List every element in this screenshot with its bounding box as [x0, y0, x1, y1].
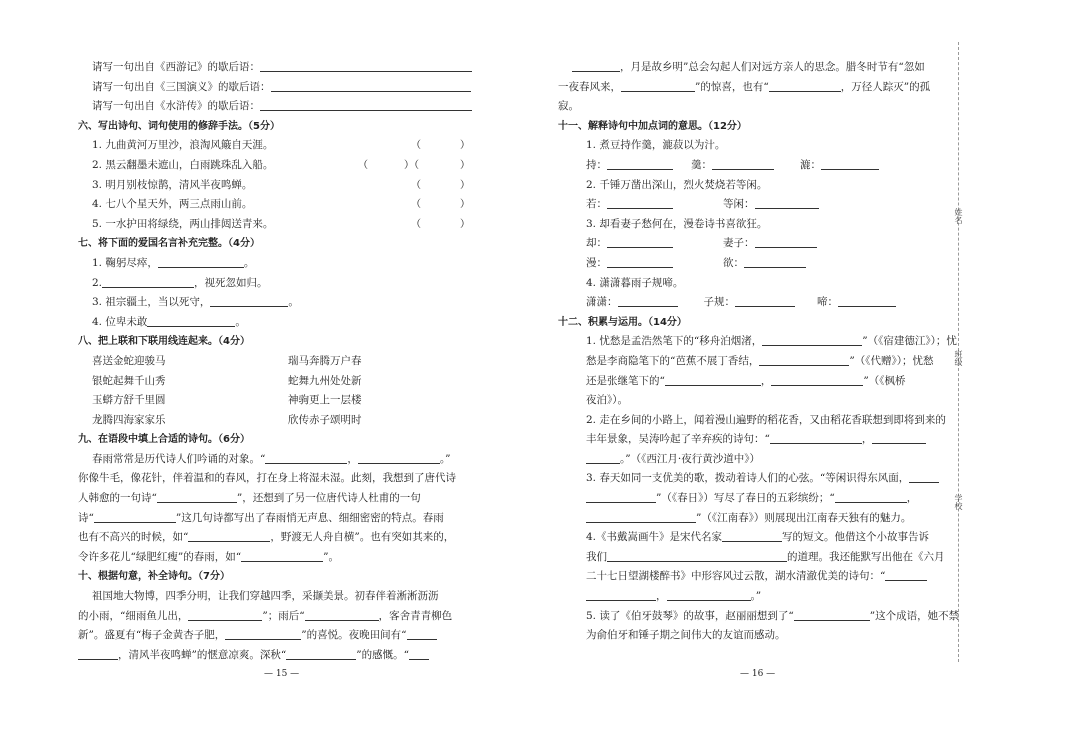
- section-8-title: 八、把上联和下联用线连起来。（4分）: [78, 336, 250, 348]
- page-number-right: — 16 —: [740, 669, 776, 679]
- cont-line-3: 寂。: [558, 100, 579, 113]
- couplet-upper[interactable]: 龙腾四海家家乐: [92, 413, 166, 426]
- answer-blank[interactable]: [286, 647, 356, 660]
- s12-q3-line-2: ”（《春日》）写尽了春日的五彩缤纷；“ ，: [558, 489, 948, 509]
- s11-q4-answers: 潇潇： 子规： 啼：: [558, 293, 948, 313]
- left-page: [78, 58, 478, 665]
- answer-blank[interactable]: [770, 431, 862, 444]
- answer-blank[interactable]: [586, 588, 656, 601]
- s10-line-3: 新”。盛夏有“梅子金黄杏子肥， ”的喜悦。夜晚田间有“: [78, 626, 478, 646]
- answer-blank[interactable]: [260, 59, 472, 72]
- cont-line-1: ，月是故乡明”总会勾起人们对远方亲人的思念。腊冬时节有“忽如: [558, 58, 948, 78]
- rhetoric-item-3: 3. 明月别枝惊鹊，清风半夜鸣蝉。 （ ）: [92, 178, 470, 191]
- cont-line-2: 一夜春风来， ”的惊喜，也有“ ，万径人踪灭”的孤: [558, 80, 931, 93]
- s9-line-5: 也有不高兴的时候，如“ ，野渡无人舟自横”。也有突如其来的，: [78, 531, 455, 544]
- s11-q3-answers-a: 却： 妻子：: [558, 234, 948, 254]
- couplet-lower[interactable]: 蛇舞九州处处新: [288, 374, 362, 387]
- answer-blank[interactable]: [769, 79, 841, 92]
- answer-blank[interactable]: [586, 490, 656, 503]
- s12-q1-line-4: 夜泊》）。: [586, 394, 628, 407]
- answer-blank[interactable]: [872, 431, 926, 444]
- s9-line-1: 春雨常常是历代诗人们吟诵的对象。“ ， 。”: [92, 452, 451, 465]
- answer-blank[interactable]: [305, 608, 379, 621]
- rhetoric-item-1: 1. 九曲黄河万里沙，浪淘风簸自天涯。 （ ）: [92, 139, 470, 152]
- s10-line-4: ，清风半夜鸣蝉”的惬意凉爽。深秋“ ”的感慨。“: [78, 646, 478, 666]
- xiehouyu-shuihu: 请写一句出自《水浒传》的歇后语：: [78, 97, 478, 117]
- s11-q2-answers: 若： 等闲：: [558, 195, 948, 215]
- answer-blank[interactable]: [607, 235, 673, 248]
- answer-blank[interactable]: [409, 647, 429, 660]
- side-label-school: 学校: [954, 494, 963, 510]
- answer-blank[interactable]: [607, 255, 673, 268]
- answer-blank[interactable]: [771, 373, 863, 386]
- answer-blank[interactable]: [78, 647, 118, 660]
- s12-q1-line-2: 愁是李商隐笔下的“芭蕉不展丁香结， ”（《代赠》）；忧愁: [586, 354, 934, 367]
- s12-q2-line-3: 。”（《西江月·夜行黄沙道中》）: [558, 450, 948, 470]
- section-7-title: 七、将下面的爱国名言补充完整。（4分）: [78, 238, 260, 250]
- answer-blank[interactable]: [102, 275, 194, 288]
- s12-q5-line-2: 为俞伯牙和锤子期之间伟大的友谊而感动。: [586, 629, 786, 642]
- side-label-class: 班级: [954, 350, 963, 366]
- answer-blank[interactable]: [762, 333, 862, 346]
- answer-blank[interactable]: [271, 79, 471, 92]
- section-10-title: 十、根据句意，补全诗句。（7分）: [78, 571, 230, 583]
- motto-item-2: 2. ，视死忽如归。: [92, 276, 268, 289]
- rhetoric-item-5: 5. 一水护田将绿绕，两山排闼送青来。 （ ）: [92, 217, 470, 230]
- motto-item-4: 4. 位卑未敢 。: [92, 315, 246, 328]
- answer-blank[interactable]: [794, 608, 870, 621]
- answer-blank[interactable]: [210, 294, 288, 307]
- answer-blank[interactable]: [755, 235, 817, 248]
- s12-q4-line-4: ， 。”: [558, 587, 948, 607]
- s12-q3-line-1: 3. 春天如同一支优美的歌，拨动着诗人们的心弦。“等闲识得东风面，: [558, 469, 948, 489]
- couplet-upper[interactable]: 银蛇起舞千山秀: [92, 374, 166, 387]
- s12-q4-line-3: 二十七日望湖楼醉书》中形容风过云散，湖水清澈优美的诗句：“: [558, 567, 948, 587]
- answer-blank[interactable]: [744, 255, 806, 268]
- side-label-name: 姓名: [954, 208, 963, 224]
- s12-q2-line-1: 2. 走在乡间的小路上，闻着漫山遍野的稻花香，又由稻花香联想到即将到来的: [586, 413, 946, 426]
- answer-blank[interactable]: [621, 79, 695, 92]
- answer-blank[interactable]: [722, 529, 782, 542]
- s9-line-3: 人韩愈的一句诗“ ”，还想到了另一位唐代诗人杜甫的一句: [78, 492, 421, 505]
- xiehouyu-sanguo: 请写一句出自《三国演义》的歇后语：: [78, 78, 478, 98]
- answer-blank[interactable]: [225, 627, 301, 640]
- answer-blank[interactable]: [885, 568, 927, 581]
- answer-blank[interactable]: [572, 59, 620, 72]
- answer-blank[interactable]: [265, 451, 347, 464]
- answer-blank[interactable]: [759, 353, 849, 366]
- xiehouyu-xiyouji: 请写一句出自《西游记》的歇后语：: [78, 58, 478, 78]
- answer-blank[interactable]: [712, 157, 774, 170]
- s12-q1-line-3: 还是张继笔下的“ ， ”（《枫桥: [586, 374, 906, 387]
- s12-q4-line-2: 我们 的道理。我还能默写出他在《六月: [586, 550, 945, 563]
- s10-line-1: 祖国地大物博，四季分明，让我们穿越四季，采撷美景。初春伴着淅淅沥沥: [92, 590, 439, 603]
- couplet-upper[interactable]: 玉蟒方舒千里圆: [92, 394, 166, 407]
- answer-blank[interactable]: [821, 157, 879, 170]
- s12-q2-line-2: 丰年景象，吴涛吟起了辛弃疾的诗句：“ ，: [558, 430, 948, 450]
- answer-blank[interactable]: [158, 255, 244, 268]
- s11-q3-answers-b: 漫： 欲：: [558, 254, 948, 274]
- s11-q2: 2. 千锤万凿出深山，烈火焚烧若等闲。: [586, 178, 768, 191]
- answer-blank[interactable]: [586, 510, 696, 523]
- s11-q1-answers: 持： 羹： 漉：: [558, 156, 948, 176]
- answer-blank[interactable]: [157, 490, 237, 503]
- couplet-row: [78, 352, 478, 372]
- answer-blank[interactable]: [838, 294, 896, 307]
- answer-blank[interactable]: [94, 510, 176, 523]
- section-12-title: 十二、积累与运用。（14分）: [558, 316, 687, 328]
- couplet-lower[interactable]: 欣传赤子颂明时: [288, 413, 362, 426]
- answer-blank[interactable]: [241, 549, 323, 562]
- s9-line-2: 你像牛毛，像花针，伴着温和的春风，打在身上将湿未湿。此刻，我想到了唐代诗: [78, 472, 456, 485]
- s10-line-2: 的小雨，“细雨鱼儿出， ”；雨后“ ，客舍青青柳色: [78, 609, 453, 622]
- s12-q3-line-3: ”（《江南春》）则展现出江南春天独有的魅力。: [558, 509, 948, 529]
- s11-q1: 1. 煮豆持作羹，漉菽以为汁。: [586, 139, 726, 152]
- page-number-left: — 15 —: [264, 669, 300, 679]
- answer-blank[interactable]: [260, 98, 472, 111]
- couplet-row: [78, 391, 478, 411]
- s9-line-4: 诗“ ”这几句诗都写出了春雨悄无声息、细细密密的特点。春雨: [78, 511, 444, 524]
- answer-blank[interactable]: [755, 196, 819, 209]
- section-9-title: 九、在语段中填上合适的诗句。（6分）: [78, 434, 250, 446]
- answer-blank[interactable]: [607, 549, 787, 562]
- answer-blank[interactable]: [358, 451, 440, 464]
- couplet-lower[interactable]: 神驹更上一层楼: [288, 394, 362, 407]
- answer-blank[interactable]: [909, 470, 939, 483]
- s12-q5-line-1: 5. 读了《伯牙鼓琴》的故事，赵丽丽想到了“ ”这个成语，她不禁: [586, 609, 960, 622]
- s11-q4: 4. 潇潇暮雨子规啼。: [586, 276, 684, 289]
- answer-blank[interactable]: [607, 157, 673, 170]
- motto-item-3: 3. 祖宗疆土，当以死守， 。: [92, 296, 299, 309]
- answer-blank[interactable]: [586, 451, 620, 464]
- rhetoric-item-2: 2. 黑云翻墨未遮山，白雨跳珠乱入船。 （ ）（ ）: [92, 158, 470, 171]
- answer-blank[interactable]: [667, 588, 751, 601]
- answer-blank[interactable]: [835, 490, 907, 503]
- s12-q4-line-1: 4.《书戴嵩画牛》是宋代名家 写的短文。他借这个小故事告诉: [586, 531, 930, 544]
- s9-line-6: 令许多花儿“绿肥红瘦”的春雨，如“ ”。: [78, 550, 339, 563]
- section-6-title: 六、写出诗句、词句使用的修辞手法。（5分）: [78, 120, 280, 132]
- section-11-title: 十一、解释诗句中加点词的意思。（12分）: [558, 120, 747, 132]
- answer-blank[interactable]: [188, 608, 262, 621]
- rhetoric-item-4: 4. 七八个星天外，两三点雨山前。 （ ）: [92, 198, 470, 211]
- answer-blank[interactable]: [407, 627, 437, 640]
- answer-blank[interactable]: [607, 196, 673, 209]
- s11-q3: 3. 却看妻子愁何在，漫卷诗书喜欲狂。: [586, 217, 768, 230]
- answer-blank[interactable]: [735, 294, 795, 307]
- couplet-row: [78, 411, 478, 431]
- answer-blank[interactable]: [665, 373, 761, 386]
- answer-blank[interactable]: [147, 314, 235, 327]
- answer-blank[interactable]: [188, 529, 270, 542]
- motto-item-1: 1. 鞠躬尽瘁， 。: [92, 256, 255, 269]
- couplet-upper[interactable]: 喜送金蛇迎骏马: [92, 354, 166, 367]
- couplet-row: [78, 372, 478, 392]
- answer-blank[interactable]: [618, 294, 678, 307]
- couplet-lower[interactable]: 瑞马奔腾万户春: [288, 354, 362, 367]
- s12-q1-line-1: 1. 忧愁是孟浩然笔下的“移舟泊烟渚， ”（《宿建德江》）；忧: [586, 335, 957, 348]
